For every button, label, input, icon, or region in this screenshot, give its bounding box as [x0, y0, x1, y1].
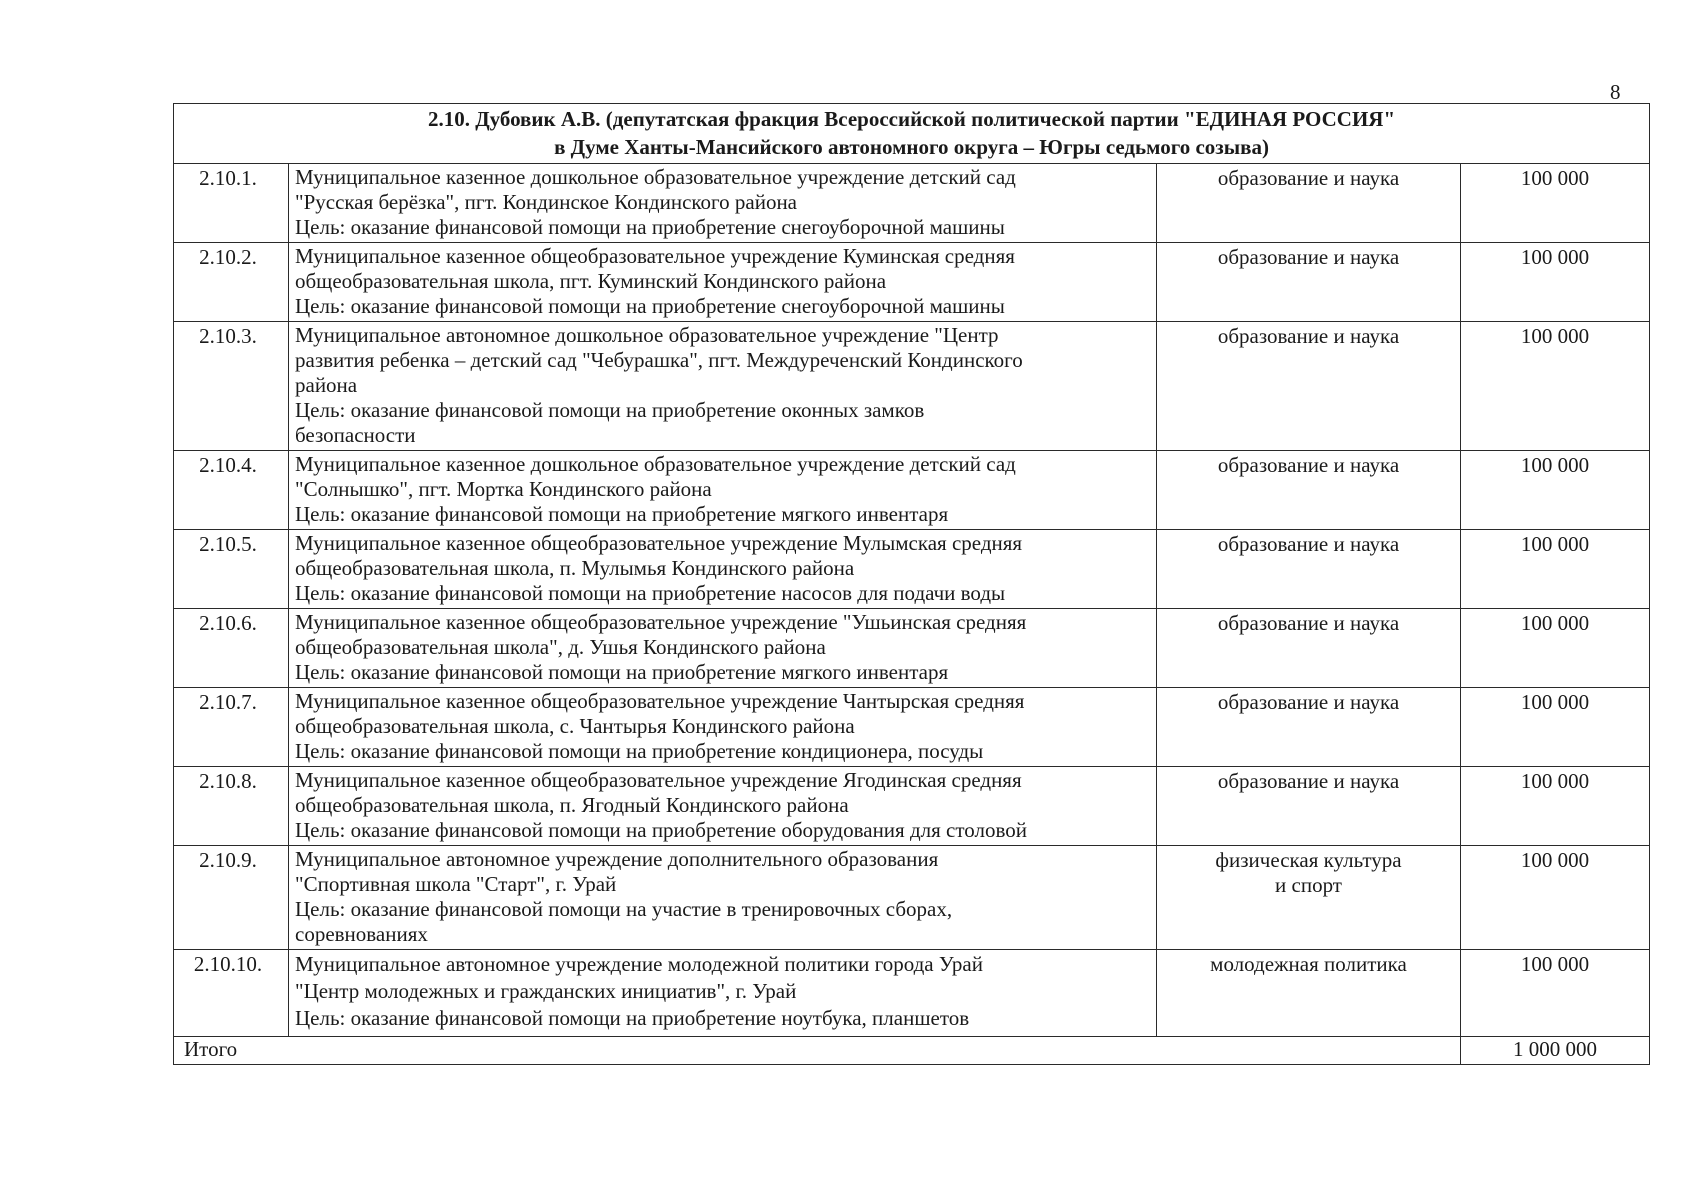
section-heading: [174, 104, 1650, 164]
description-line: Муниципальное казенное общеобразовательное учреждение Куминская средняя: [295, 244, 1015, 268]
table-row: [174, 530, 1650, 609]
row-amount: 100 000: [1461, 688, 1650, 767]
row-category: молодежная политика: [1157, 950, 1461, 1037]
description-line: Цель: оказание финансовой помощи на приобретение насосов для подачи воды: [295, 581, 1006, 605]
table-row: [174, 164, 1650, 243]
description-line: Муниципальное казенное общеобразовательное учреждение Чантырская средняя: [295, 689, 1025, 713]
description-line: "Спортивная школа "Старт", г. Урай: [295, 872, 617, 896]
table-row: [174, 767, 1650, 846]
row-description: [289, 846, 1157, 950]
description-line: Муниципальное автономное учреждение дополнительного образования: [295, 847, 939, 871]
row-category: образование и наука: [1157, 451, 1461, 530]
description-line: Цель: оказание финансовой помощи на участие в тренировочных сборах,: [295, 897, 953, 921]
description-line: общеобразовательная школа, с. Чантырья Кондинского района: [295, 714, 855, 738]
row-description: [289, 243, 1157, 322]
total-amount: 1 000 000: [1461, 1037, 1650, 1065]
row-number: 2.10.4.: [174, 451, 289, 530]
category-line: физическая культура: [1215, 848, 1402, 872]
description-line: "Русская берёзка", пгт. Кондинское Кондинского района: [295, 190, 798, 214]
row-category: образование и наука: [1157, 164, 1461, 243]
description-line: Муниципальное казенное общеобразовательное учреждение "Ушьинская средняя: [295, 610, 1027, 634]
page-number: 8: [1610, 80, 1621, 104]
row-number: 2.10.5.: [174, 530, 289, 609]
row-description: [289, 688, 1157, 767]
section-heading-line-2: в Думе Ханты-Мансийского автономного округа – Югры седьмого созыва): [554, 135, 1269, 159]
row-description: [289, 609, 1157, 688]
table-row: [174, 243, 1650, 322]
row-description: [289, 530, 1157, 609]
row-category: образование и наука: [1157, 243, 1461, 322]
description-line: Цель: оказание финансовой помощи на приобретение мягкого инвентаря: [295, 502, 949, 526]
description-line: Цель: оказание финансовой помощи на приобретение снегоуборочной машины: [295, 294, 1005, 318]
row-category: образование и наука: [1157, 688, 1461, 767]
row-number: 2.10.2.: [174, 243, 289, 322]
table-row: [174, 950, 1650, 1037]
row-amount: 100 000: [1461, 164, 1650, 243]
description-line: Муниципальное казенное общеобразовательное учреждение Мулымская средняя: [295, 531, 1023, 555]
table-header-row: [174, 104, 1650, 164]
category-line: и спорт: [1275, 873, 1342, 897]
row-amount: 100 000: [1461, 322, 1650, 451]
row-description: [289, 950, 1157, 1037]
description-line: безопасности: [295, 423, 416, 447]
row-description: [289, 164, 1157, 243]
row-description: [289, 767, 1157, 846]
row-number: 2.10.9.: [174, 846, 289, 950]
description-line: "Центр молодежных и гражданских инициатив", г. Урай: [295, 979, 797, 1003]
description-line: Цель: оказание финансовой помощи на приобретение кондиционера, посуды: [295, 739, 984, 763]
description-line: общеобразовательная школа, п. Мулымья Кондинского района: [295, 556, 855, 580]
description-line: Цель: оказание финансовой помощи на приобретение оконных замков: [295, 398, 925, 422]
row-category: образование и наука: [1157, 767, 1461, 846]
row-number: 2.10.1.: [174, 164, 289, 243]
description-line: развития ребенка – детский сад "Чебурашка", пгт. Междуреченский Кондинского: [295, 348, 1023, 372]
row-category: [1157, 846, 1461, 950]
row-category: образование и наука: [1157, 530, 1461, 609]
row-category: образование и наука: [1157, 322, 1461, 451]
description-line: Цель: оказание финансовой помощи на приобретение снегоуборочной машины: [295, 215, 1005, 239]
description-line: Муниципальное автономное учреждение молодежной политики города Урай: [295, 952, 983, 976]
total-row: [174, 1037, 1650, 1065]
description-line: соревнованиях: [295, 922, 428, 946]
row-number: 2.10.8.: [174, 767, 289, 846]
description-line: Муниципальное казенное дошкольное образовательное учреждение детский сад: [295, 452, 1016, 476]
table-row: [174, 846, 1650, 950]
row-amount: 100 000: [1461, 846, 1650, 950]
table-row: [174, 451, 1650, 530]
row-description: [289, 451, 1157, 530]
description-line: Цель: оказание финансовой помощи на приобретение оборудования для столовой: [295, 818, 1027, 842]
row-amount: 100 000: [1461, 767, 1650, 846]
row-amount: 100 000: [1461, 609, 1650, 688]
row-amount: 100 000: [1461, 530, 1650, 609]
table-row: [174, 609, 1650, 688]
total-label: Итого: [174, 1037, 1461, 1065]
table-row: [174, 322, 1650, 451]
description-line: общеобразовательная школа", д. Ушья Кондинского района: [295, 635, 826, 659]
row-number: 2.10.3.: [174, 322, 289, 451]
description-line: Цель: оказание финансовой помощи на приобретение мягкого инвентаря: [295, 660, 949, 684]
row-amount: 100 000: [1461, 243, 1650, 322]
section-heading-line-1: 2.10. Дубовик А.В. (депутатская фракция Всероссийской политической партии "ЕДИНАЯ РОССИЯ": [427, 107, 1396, 131]
allocation-table: [173, 103, 1650, 1065]
description-line: Муниципальное казенное дошкольное образовательное учреждение детский сад: [295, 165, 1016, 189]
row-amount: 100 000: [1461, 451, 1650, 530]
table-row: [174, 688, 1650, 767]
description-line: общеобразовательная школа, пгт. Куминский Кондинского района: [295, 269, 887, 293]
row-number: 2.10.6.: [174, 609, 289, 688]
description-line: общеобразовательная школа, п. Ягодный Кондинского района: [295, 793, 849, 817]
row-number: 2.10.7.: [174, 688, 289, 767]
row-description: [289, 322, 1157, 451]
row-number: 2.10.10.: [174, 950, 289, 1037]
row-amount: 100 000: [1461, 950, 1650, 1037]
description-line: Цель: оказание финансовой помощи на приобретение ноутбука, планшетов: [295, 1006, 970, 1030]
description-line: Муниципальное автономное дошкольное образовательное учреждение "Центр: [295, 323, 999, 347]
description-line: "Солнышко", пгт. Мортка Кондинского района: [295, 477, 712, 501]
row-category: образование и наука: [1157, 609, 1461, 688]
description-line: района: [295, 373, 358, 397]
description-line: Муниципальное казенное общеобразовательное учреждение Ягодинская средняя: [295, 768, 1022, 792]
